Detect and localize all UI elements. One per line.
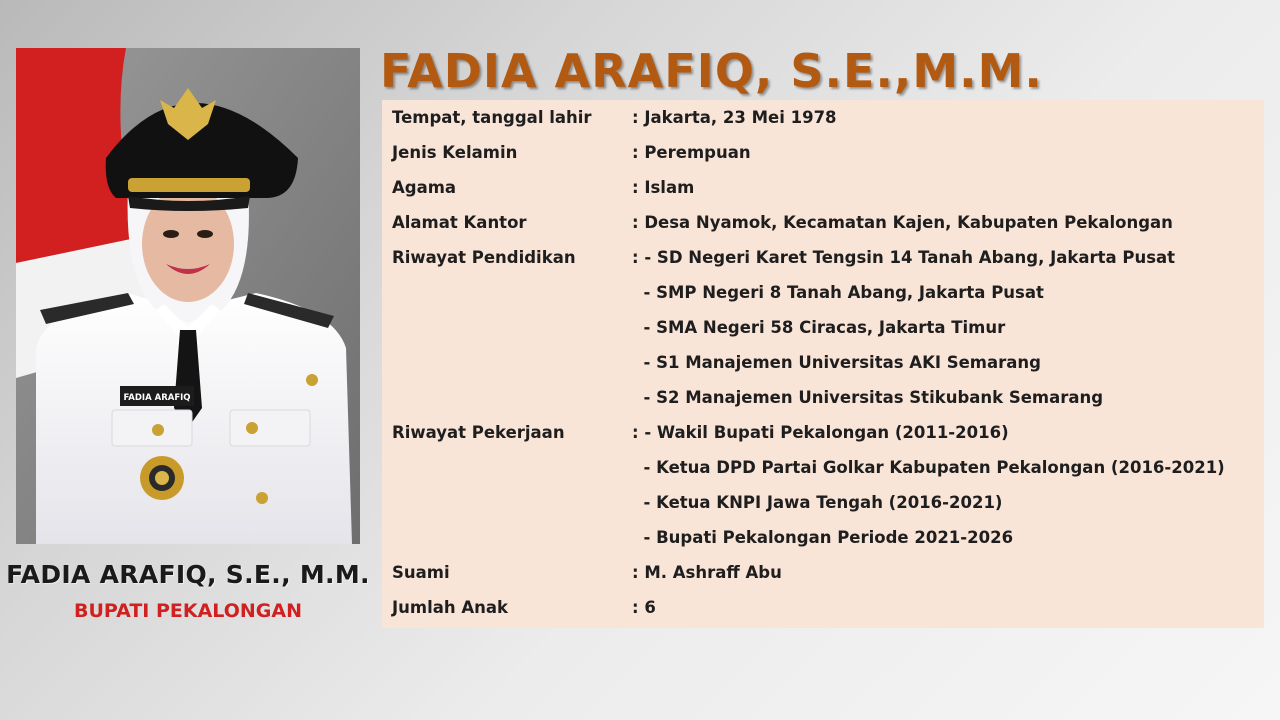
row-value: : - SD Negeri Karet Tengsin 14 Tanah Abang, Jakarta Pusat: [632, 248, 1176, 267]
row-value: : Perempuan: [632, 143, 751, 162]
row-label: Tempat, tanggal lahir: [392, 108, 592, 127]
row-value: - Ketua KNPI Jawa Tengah (2016-2021): [632, 493, 1003, 512]
row-label: Agama: [392, 178, 457, 197]
row-value: - S2 Manajemen Universitas Stikubank Semarang: [632, 388, 1104, 407]
row-value: - S1 Manajemen Universitas AKI Semarang: [632, 353, 1041, 372]
row-label: Suami: [392, 563, 450, 582]
caption-name: FADIA ARAFIQ, S.E., M.M.: [6, 560, 370, 589]
row-value: - Ketua DPD Partai Golkar Kabupaten Pekalongan (2016-2021): [632, 458, 1225, 477]
row-value: : 6: [632, 598, 656, 617]
row-value: - Bupati Pekalongan Periode 2021-2026: [632, 528, 1014, 547]
row-value: - SMA Negeri 58 Ciracas, Jakarta Timur: [632, 318, 1006, 337]
row-value: : Jakarta, 23 Mei 1978: [632, 108, 837, 127]
row-value: : M. Ashraff Abu: [632, 563, 782, 582]
row-label: Jenis Kelamin: [392, 143, 518, 162]
row-label: Jumlah Anak: [392, 598, 508, 617]
name-tag-text: FADIA ARAFIQ: [123, 393, 191, 403]
portrait-illustration: [16, 48, 360, 544]
row-label: Riwayat Pekerjaan: [392, 423, 565, 442]
row-value: : - Wakil Bupati Pekalongan (2011-2016): [632, 423, 1009, 442]
row-value: : Islam: [632, 178, 695, 197]
page-title: FADIA ARAFIQ, S.E.,M.M.: [380, 44, 1043, 98]
row-value: - SMP Negeri 8 Tanah Abang, Jakarta Pusat: [632, 283, 1044, 302]
cap-band: [128, 178, 250, 192]
portrait-photo: [16, 48, 360, 544]
row-label: Riwayat Pendidikan: [392, 248, 576, 267]
caption-role: BUPATI PEKALONGAN: [74, 600, 302, 622]
biodata-panel: [382, 100, 1264, 628]
row-value: : Desa Nyamok, Kecamatan Kajen, Kabupaten Pekalongan: [632, 213, 1173, 232]
row-label: Alamat Kantor: [392, 213, 527, 232]
